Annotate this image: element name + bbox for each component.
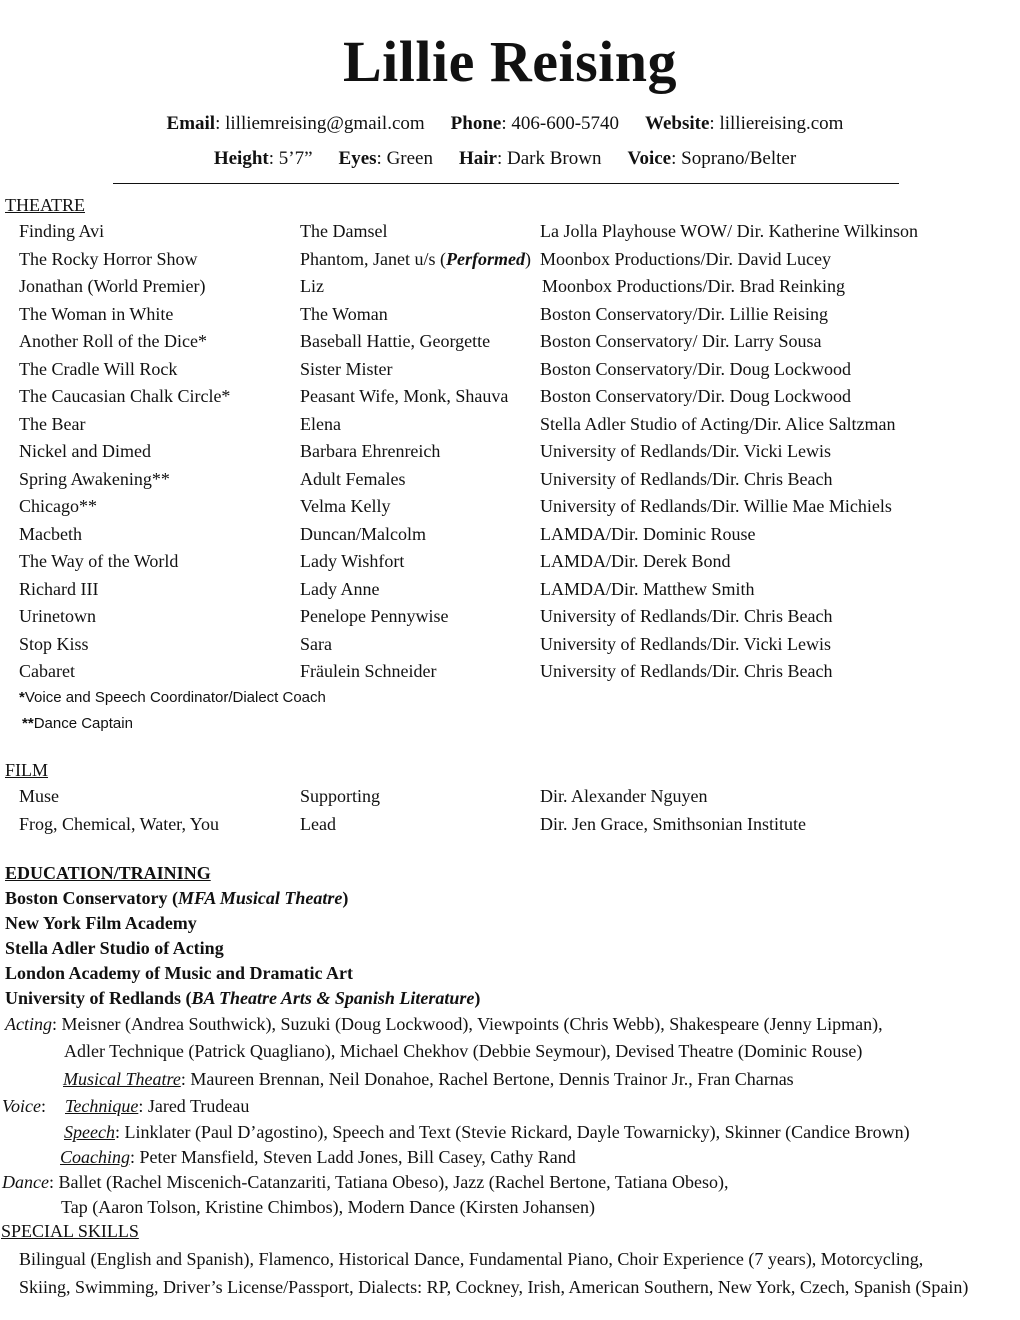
theatre-company: Boston Conservatory/Dir. Doug Lockwood <box>540 359 851 379</box>
theatre-company: University of Redlands/Dir. Chris Beach <box>540 469 833 489</box>
musical-theatre-training: Musical Theatre: Maureen Brennan, Neil Donahoe, Rachel Bertone, Dennis Trainor Jr., Fran Charnas <box>63 1069 794 1089</box>
theatre-show: Spring Awakening** <box>19 469 170 489</box>
contact-line: Email: lilliemreising@gmail.com Phone: 406-600-5740 Website: lilliereising.com <box>166 113 844 134</box>
theatre-note-2: **Dance Captain <box>22 715 133 732</box>
theatre-role: The Damsel <box>300 221 388 241</box>
acting-training-line-2: Adler Technique (Patrick Quagliano), Michael Chekhov (Debbie Seymour), Devised Theatre (Dominic Rouse) <box>64 1041 863 1061</box>
special-skills-line-2: Skiing, Swimming, Driver’s License/Passport, Dialects: RP, Cockney, Irish, American Southern, New York, Czech, Spanish (Spain) <box>19 1277 969 1297</box>
resume-name: Lillie Reising <box>342 29 678 94</box>
theatre-note-1: *Voice and Speech Coordinator/Dialect Coach <box>19 689 326 706</box>
acting-training-line-1: Acting: Meisner (Andrea Southwick), Suzuki (Doug Lockwood), Viewpoints (Chris Webb), Shakespeare (Jenny Lipman), <box>5 1014 883 1034</box>
theatre-show: Finding Avi <box>19 221 105 241</box>
hair-value: Dark Brown <box>507 148 602 169</box>
theatre-role: Elena <box>300 414 341 434</box>
theatre-company: Moonbox Productions/Dir. Brad Reinking <box>542 276 845 296</box>
theatre-show: The Woman in White <box>19 304 174 324</box>
theatre-show: Another Roll of the Dice* <box>19 331 207 351</box>
theatre-show: Jonathan (World Premier) <box>19 276 206 296</box>
school-nyfa: New York Film Academy <box>5 913 197 933</box>
theatre-role: Barbara Ehrenreich <box>300 441 441 461</box>
theatre-company: University of Redlands/Dir. Vicki Lewis <box>540 441 832 461</box>
theatre-company: Boston Conservatory/Dir. Doug Lockwood <box>540 386 851 406</box>
dance-label: Dance <box>2 1172 49 1192</box>
theatre-role: Lady Anne <box>300 579 380 599</box>
theatre-show: Richard III <box>19 579 99 599</box>
eyes-label: Eyes <box>338 148 377 169</box>
dance-training-line-2: Tap (Aaron Tolson, Kristine Chimbos), Modern Dance (Kirsten Johansen) <box>61 1197 596 1217</box>
school-redlands: University of Redlands (BA Theatre Arts & Spanish Literature) <box>5 988 481 1008</box>
theatre-role: Liz <box>300 276 324 296</box>
theatre-company: LAMDA/Dir. Derek Bond <box>540 551 731 571</box>
theatre-company: Moonbox Productions/Dir. David Lucey <box>540 249 831 269</box>
coaching-training: Coaching: Peter Mansfield, Steven Ladd Jones, Bill Casey, Cathy Rand <box>60 1147 576 1167</box>
theatre-show: Stop Kiss <box>19 634 89 654</box>
speech-training: Speech: Linklater (Paul D’agostino), Speech and Text (Stevie Rickard, Dayle Towarnicky), Skinner (Candice Brown) <box>64 1122 910 1142</box>
phone-value[interactable]: 406-600-5740 <box>511 113 620 134</box>
theatre-role: Peasant Wife, Monk, Shauva <box>300 386 509 406</box>
film-heading: FILM <box>5 760 49 780</box>
hair-label: Hair <box>458 148 497 169</box>
voice-label: Voice: <box>2 1096 46 1116</box>
theatre-role: Velma Kelly <box>300 496 391 516</box>
voice-type-label: Voice <box>627 148 672 169</box>
theatre-role: Baseball Hattie, Georgette <box>300 331 491 351</box>
theatre-show: The Caucasian Chalk Circle* <box>19 386 231 406</box>
film-director: Dir. Alexander Nguyen <box>540 786 708 806</box>
theatre-company: La Jolla Playhouse WOW/ Dir. Katherine Wilkinson <box>540 221 919 241</box>
voice-technique-training: Technique: Jared Trudeau <box>65 1096 250 1116</box>
film-role: Supporting <box>300 786 381 806</box>
theatre-company: Boston Conservatory/Dir. Lillie Reising <box>540 304 828 324</box>
theatre-role: Sara <box>300 634 332 654</box>
theatre-company: Boston Conservatory/ Dir. Larry Sousa <box>540 331 822 351</box>
theatre-show: The Rocky Horror Show <box>19 249 198 269</box>
phone-label: Phone <box>450 113 502 134</box>
film-director: Dir. Jen Grace, Smithsonian Institute <box>540 814 806 834</box>
physical-stats-line: Height: 5’7” Eyes: Green Hair: Dark Brown Voice: Soprano/Belter <box>213 148 797 169</box>
school-boston-conservatory: Boston Conservatory (MFA Musical Theatre) <box>5 888 349 908</box>
theatre-role: The Woman <box>300 304 388 324</box>
special-skills-heading: SPECIAL SKILLS <box>1 1221 139 1241</box>
theatre-company: University of Redlands/Dir. Willie Mae Michiels <box>540 496 892 516</box>
theatre-show: Cabaret <box>19 661 75 681</box>
theatre-show: Macbeth <box>19 524 82 544</box>
theatre-company: University of Redlands/Dir. Chris Beach <box>540 661 833 681</box>
musical-theatre-label: Musical Theatre <box>63 1069 181 1089</box>
theatre-show: Nickel and Dimed <box>19 441 151 461</box>
theatre-company: Stella Adler Studio of Acting/Dir. Alice Saltzman <box>540 414 896 434</box>
theatre-company: University of Redlands/Dir. Vicki Lewis <box>540 634 832 654</box>
speech-label: Speech <box>64 1122 115 1142</box>
height-label: Height <box>213 148 269 169</box>
theatre-role: Lady Wishfort <box>300 551 405 571</box>
technique-label: Technique <box>65 1096 139 1116</box>
voice-type-value: Soprano/Belter <box>681 148 797 169</box>
theatre-heading: THEATRE <box>5 195 85 215</box>
theatre-company: LAMDA/Dir. Dominic Rouse <box>540 524 756 544</box>
theatre-role: Adult Females <box>300 469 406 489</box>
header-divider <box>113 183 899 184</box>
theatre-company: LAMDA/Dir. Matthew Smith <box>540 579 755 599</box>
website-label: Website <box>645 113 710 134</box>
theatre-role: Fräulein Schneider <box>300 661 437 681</box>
school-lamda: London Academy of Music and Dramatic Art <box>5 963 353 983</box>
school-stella-adler: Stella Adler Studio of Acting <box>5 938 224 958</box>
email-value[interactable]: lilliemreising@gmail.com <box>225 113 425 134</box>
theatre-role: Phantom, Janet u/s (Performed) <box>300 249 531 269</box>
film-title: Frog, Chemical, Water, You <box>19 814 219 834</box>
special-skills-line-1: Bilingual (English and Spanish), Flamenco, Historical Dance, Fundamental Piano, Choir Experience (7 years), Motorcycling, <box>19 1249 924 1269</box>
height-value: 5’7” <box>278 148 313 169</box>
eyes-value: Green <box>386 148 433 169</box>
theatre-show: Urinetown <box>19 606 96 626</box>
dance-training-line-1: Dance: Ballet (Rachel Miscenich-Catanzariti, Tatiana Obeso), Jazz (Rachel Bertone, Tatiana Obeso), <box>2 1172 729 1192</box>
film-role: Lead <box>300 814 336 834</box>
theatre-role: Duncan/Malcolm <box>300 524 426 544</box>
theatre-role: Sister Mister <box>300 359 393 379</box>
education-heading: EDUCATION/TRAINING <box>5 863 211 883</box>
theatre-role: Penelope Pennywise <box>300 606 449 626</box>
website-value[interactable]: lilliereising.com <box>719 113 844 134</box>
theatre-show: The Cradle Will Rock <box>19 359 178 379</box>
theatre-show: Chicago** <box>19 496 97 516</box>
acting-label: Acting <box>5 1014 52 1034</box>
theatre-show: The Bear <box>19 414 86 434</box>
film-title: Muse <box>19 786 59 806</box>
email-label: Email <box>166 113 216 134</box>
theatre-company: University of Redlands/Dir. Chris Beach <box>540 606 833 626</box>
coaching-label: Coaching <box>60 1147 130 1167</box>
theatre-show: The Way of the World <box>19 551 179 571</box>
